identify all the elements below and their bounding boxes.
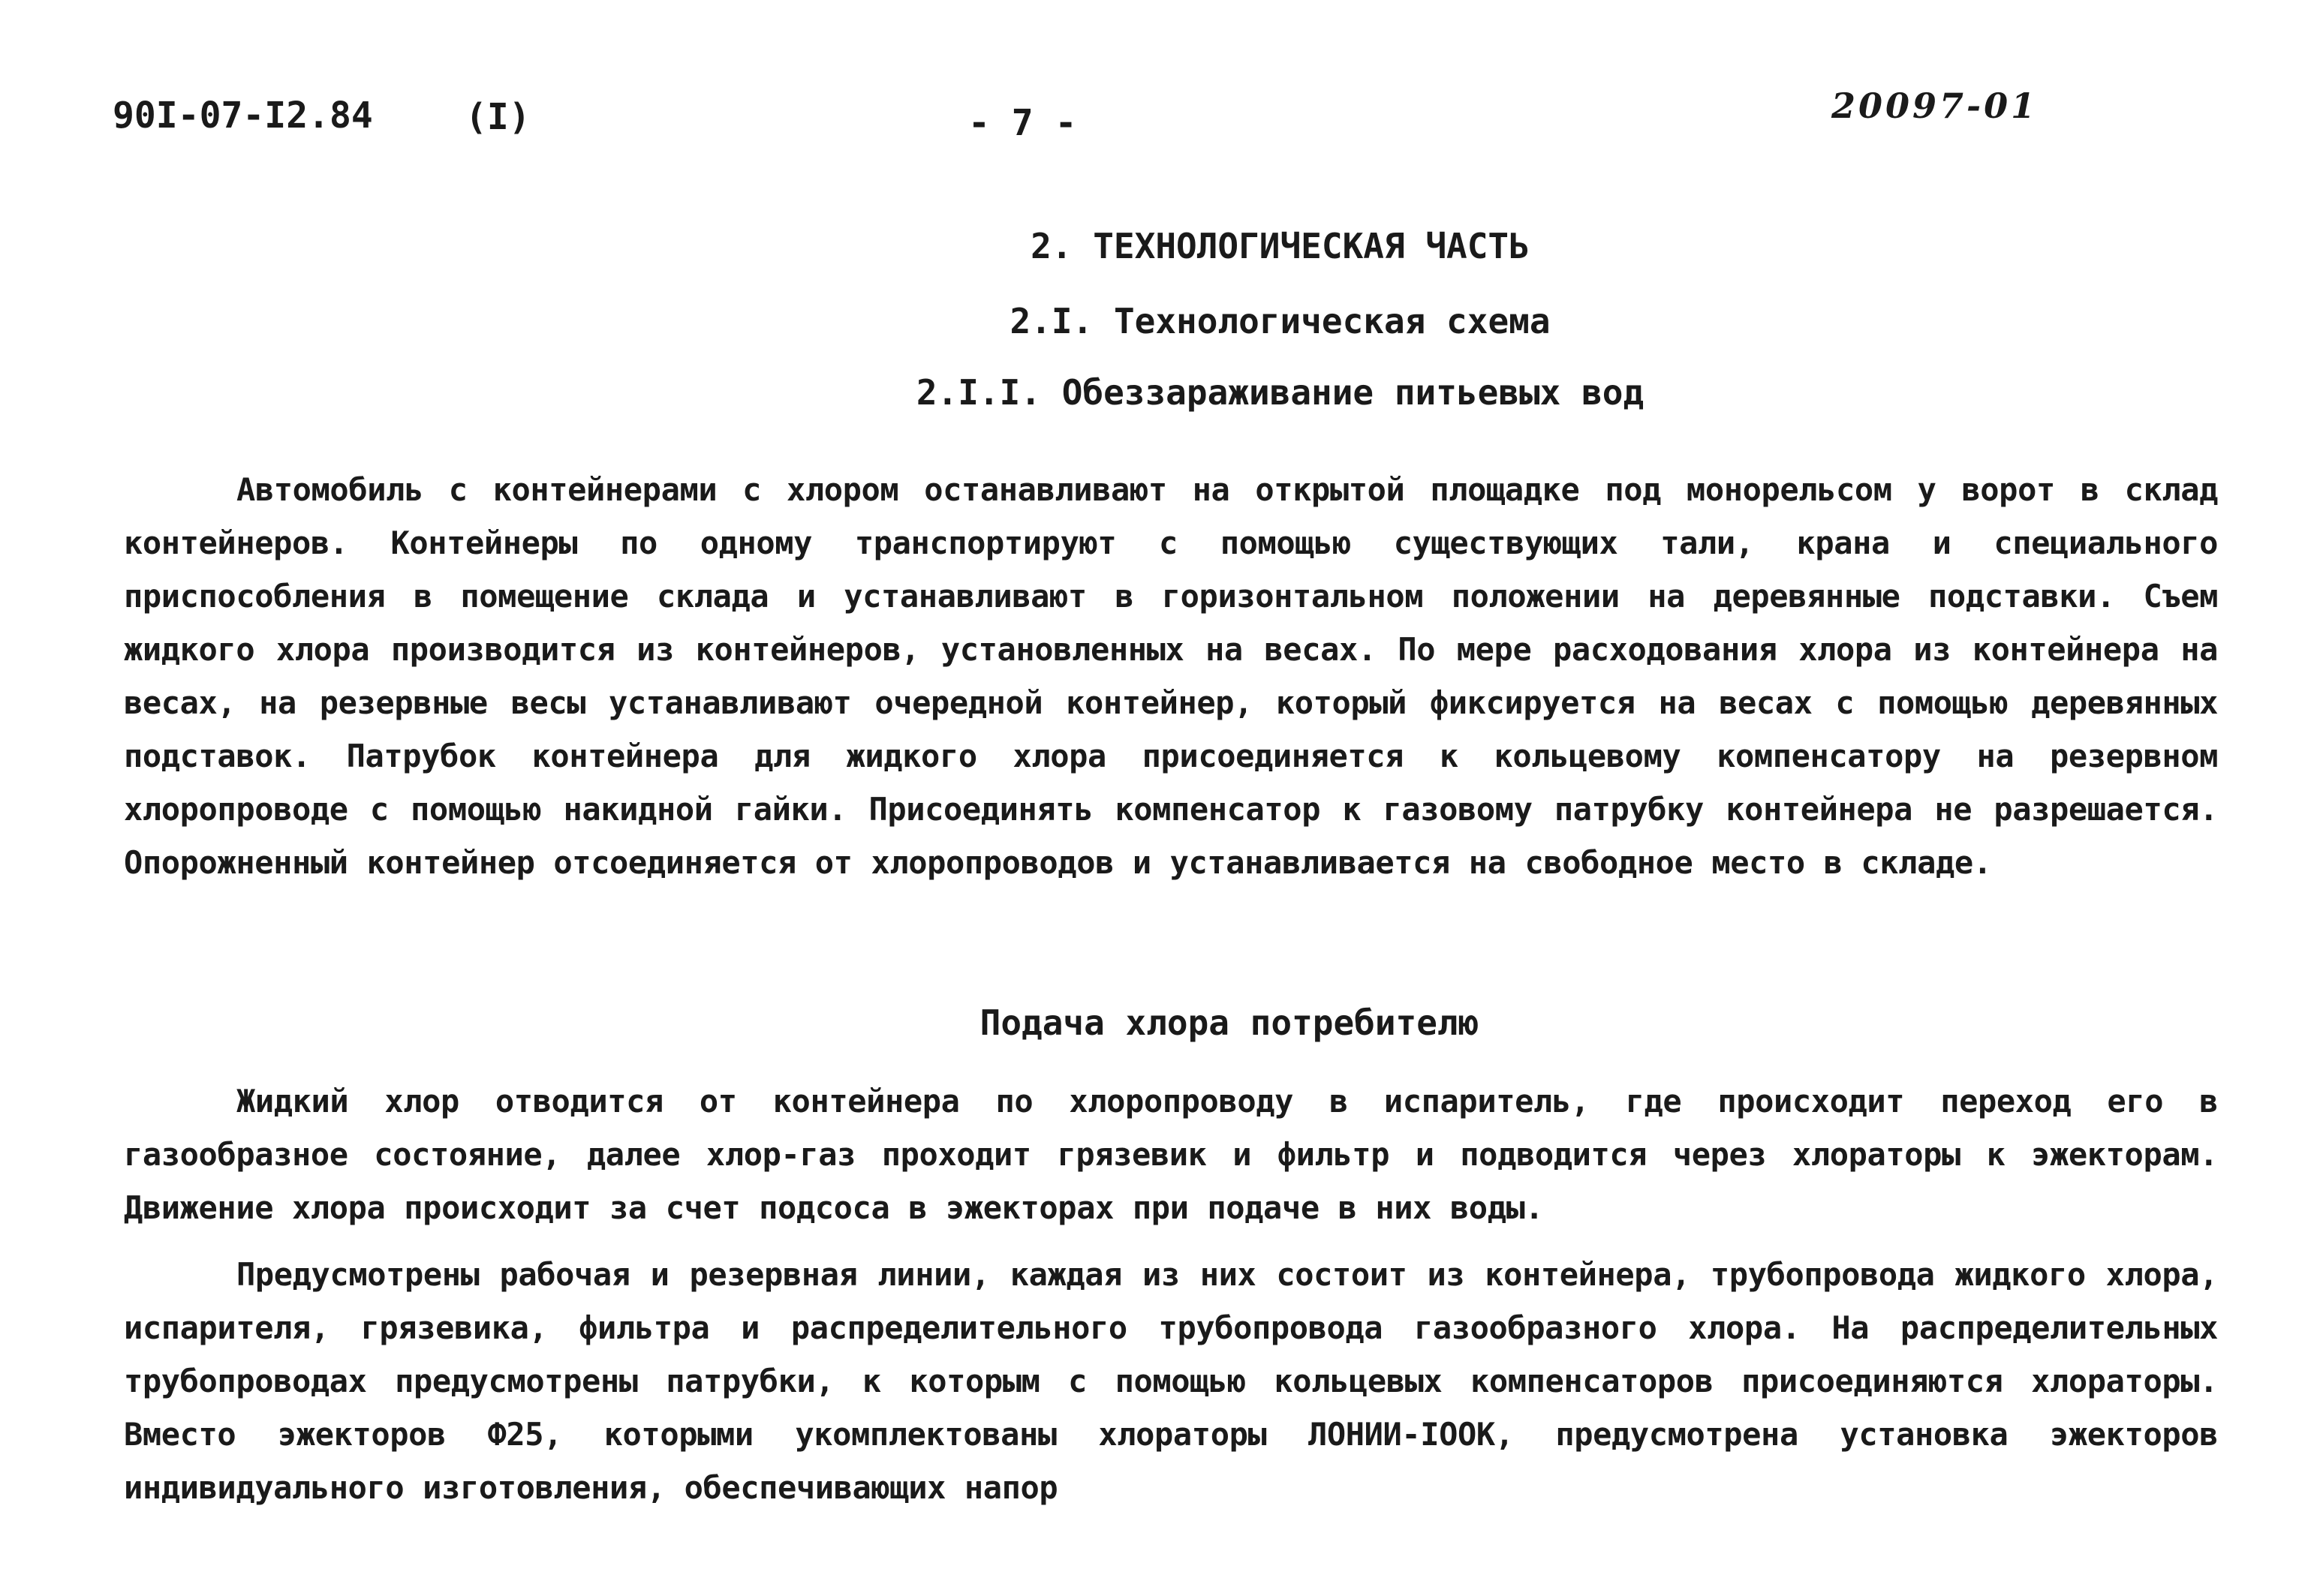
section-heading: 2. ТЕХНОЛОГИЧЕСКАЯ ЧАСТЬ [1031,226,1530,266]
paragraph-container-unloading: Автомобиль с контейнерами с хлором останавливают на открытой площадке под монорельсом у ворот в склад контейнеров. Контейнеры по одному транспортируют с помощью существующих тали, крана и специального приспособления в помещение склада и устанавливают в горизонтальном положении на деревянные подставки. Съем жидкого хлора производится из контейнеров, установленных на весах. По мере расходования хлора из контейнера на весах, на резервные весы устанавливают очередной контейнер, который фиксируется на весах с помощью деревянных подставок. Патрубок контейнера для жидкого хлора присоединяется к кольцевому компенсатору на резервном хлоропроводе с помощью накидной гайки. Присоединять компенсатор к газовому патрубку контейнера не разрешается. Опорожненный контейнер отсоединяется от хлоропроводов и устанавливается на свободное место в складе. [124,471,2218,881]
chlorine-supply-heading: Подача хлора потребителю [979,1002,1479,1043]
subsubsection-heading: 2.I.I. Обеззараживание питьевых вод [916,372,1644,413]
paragraph-chlorine-flow: Жидкий хлор отводится от контейнера по хлоропроводу в испаритель, где происходит переход его в газообразное состояние, далее хлор-газ проходит грязевик и фильтр и подводится через хлораторы к эжекторам. Движение хлора происходит за счет подсоса в эжекторах при подаче в них воды. [124,1083,2218,1226]
document-code: 90I-07-I2.84 [113,95,373,137]
subsection-heading: 2.I. Технологическая схема [1010,301,1551,341]
inventory-number: 20097-01 [1831,86,2039,126]
paragraph-working-reserve-lines: Предусмотрены рабочая и резервная линии, каждая из них состоит из контейнера, трубопровода жидкого хлора, испарителя, грязевика, фильтра и распределительного трубопровода газообразного хлора. На распределительных трубопроводах предусмотрены патрубки, к которым с помощью кольцевых компенсаторов присоединяются хлораторы. Вместо эжекторов Ф25, которыми укомплектованы хлораторы ЛОНИИ-IOOК, предусмотрена установка эжекторов индивидуального изготовления, обеспечивающих напор [124,1256,2218,1506]
page-number: - 7 - [968,102,1077,144]
part-number: (I) [465,96,531,138]
